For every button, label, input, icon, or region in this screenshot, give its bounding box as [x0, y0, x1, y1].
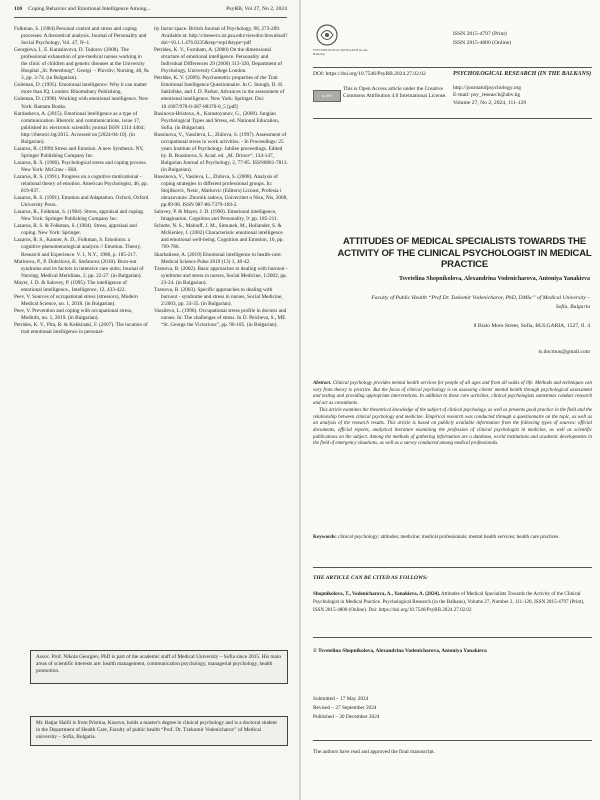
reference-entry: Lazarus, R. S. & Folkman, S. (1984). Stress, appraisal and coping. New York: Springer.: [14, 223, 137, 237]
citation: [313, 590, 592, 614]
license-text: This is Open Access article under the Creative Commons Attribution 4.0 International License.: [343, 86, 447, 100]
keywords: [313, 534, 592, 541]
journal-logo-icon: [313, 22, 341, 48]
reference-entry: Skarbalienė, A. (2019) Emotional intelligence in health-care. Medical Science Pulse 2019 (13) 1, 40-42.: [154, 251, 282, 265]
journal-email[interactable]: E-mail: psy_research@abv.bg: [453, 92, 521, 99]
abstract-paragraph-1: Clinical psychology provides mental health services for people of all ages and from all walks of life. Methods and techniques can vary from theory to practice. But the focus of clinical psychology is on assessing clients' mental health through psychological assessment and testing and providing appropriate interventions. In addition to these core activities, clinical psychologists sometimes conduct research and act as consultants.: [313, 381, 592, 407]
right-page: [301, 0, 600, 800]
top-rule: [313, 67, 592, 68]
reference-entry: Russinova, V., Vassileva, L., Zhilova, S. (1997). Assessment of occupational stress in work activities. - In Proceedings: 25 years Institute of Psychology. Jubilee proceedings. Edited by. B. Russinova, S. Acad. ed. „M. Drinov“, 134-147, Bulgarian Journal of Psychology, 2, 77-85. ISSN0861-7813. (in Bulgarian).: [154, 131, 288, 173]
reference-entry: Rusinova-Hristova, A., Karastoyanov, G., (2000). Jungian Psychological Types and Stress, ed. National Education, Sofia. (in Bulgarian).: [154, 110, 280, 131]
logo-text: PSYCHOLOGICAL RESEARCH (in the Balkans): [313, 48, 368, 56]
issn-block: [453, 30, 511, 48]
article-dates: [313, 695, 380, 721]
reference-entry: Petrides, K. V., Furnham, A. (2000) On the dimensional structure of emotional intelligence. Personality and Individual Differences 29 (2000) 313-320, Department of Psychology, University College London.: [154, 47, 283, 75]
author-bio-halili: Mr. Batjar Halili is from Pristina, Kosovo, holds a master's degree in clinical psychology and is a doctoral student in the Department of Health Care, Faculty of public health “Prof. Dr. Tzekomir Vodenicharov” of Medical university – Sofia, Bulgaria.: [30, 716, 288, 746]
abstract: [313, 381, 592, 448]
reference-entry: Lazarus, R. S. (1991). Emotion and Adaptation. Oxford, Oxford University Press.: [14, 195, 149, 209]
cite-heading: THE ARTICLE CAN BE CITED AS FOLLOWS:: [313, 575, 428, 581]
cite-text: Attitudes of Medical Specialists Towards the Activity of the Clinical Psychologist in Medical Practice. Psychological Research (in the Balkans), Volume 27, Number 2, 111-120, ISSN 2815-4797 (Print), ISSN 2815-4800 (Online). Doi: https://doi.org/10.7546/PsyRB.2024.27.02.02: [313, 591, 585, 613]
reference-entry: Mayer, J. D. & Salovey, P. (1995). The intelligence of emotional intelligence., Intelligence, 12, 433-422.: [14, 279, 127, 293]
keywords-text: clinical psychology; attitudes; medicine; medical professionals; mental health services; health care practices.: [338, 534, 560, 540]
cite-authors: Shopnikolova, T., Vodenicharova, A., Yanakieva, A. (2024).: [313, 591, 441, 597]
journal-volume: Volume 27, No 2, 2024, 111-120: [453, 99, 527, 106]
address: 8 Bialo More Street, Sofia, BULGARIA, 1527, fl. 4: [473, 323, 590, 329]
reference-entry: Lazarus, R., Folkman, S. (1984). Stress, appraisal and coping. New York: Springer Publishing Company Inc.: [14, 209, 145, 223]
reference-entry: Vassileva, L. (1996). Occupational stress profile in doctors and nurses. In: The challenges of stress. In D. Peicheva, S., ME “St. George the Victorious”, pp. 96-105. (in Bulgarian).: [154, 307, 287, 328]
references-column-2: [154, 26, 288, 329]
issn-online: ISSN 2815-4800 (Online): [453, 40, 512, 46]
reference-entry: Schutte, N. S., Malouff, J. M., Simunek, M., Hollander, S. & McKenley, J. (2002) Characteristic emotional intelligence and emotional well-being. Cognition and Emotion, 16, pp. 769-786.: [154, 223, 284, 251]
reference-entry: Lazarus, R. (1999) Stress and Emotion. A new Synthesis. NY, Springer Publishing Company Inc.: [14, 145, 144, 159]
submitted-date: Submitted – 17 May 2024: [313, 696, 369, 702]
reference-entry: Tzenova, B. (2003). Specific approaches to dealing with burnout - syndrome and stress in nurses, Social Medicine, 2/2003, pp. 33-35. (in Bulgarian).: [154, 286, 283, 307]
running-title: Coping Behavior and Emotional Intelligence Among...: [28, 6, 151, 12]
running-header: [14, 6, 287, 12]
left-page: [0, 0, 299, 800]
reference-entry: Lazarus, R. S. (1966). Psychological stress and coping process. New York: McGraw - Hill.: [14, 159, 147, 173]
reference-entry: Peev, V. Prevention and coping with occupational stress, Medinfo, no. 1, 2019. (in Bulgarian).: [14, 307, 133, 321]
article-title: ATTITUDES OF MEDICAL SPECIALISTS TOWARDS THE ACTIVITY OF THE CLINICAL PSYCHOLOGIST IN MEDICAL PRACTICE: [337, 236, 592, 270]
reference-entry: Lazarus, R. S. (1991). Progress on a cognitive motivational - relational theory of emotion. American Psychologist, 46, pp. 819-837.: [14, 173, 148, 195]
copyright: © Tsvetelina Shopnikolova, Alexandrina Vodenicharova, Antoniya Yanakieva: [313, 648, 487, 654]
revised-date: Revised – 27 September 2024: [313, 704, 377, 711]
journal-name: PSYCHOLOGICAL RESEARCH (IN THE BALKANS): [453, 71, 592, 77]
abstract-paragraph-2: This article examines the theoretical knowledge of the subject of clinical psychology, as well as presents good practice in the field and the relationship between clinical psychology and medicine. Empirical research was conducted through a questionnaire on the topic, as well as an analysis of the research results. This article is based on publicly available information from the following types of sources: official documents, official reports, analytical literature examining the profession of clinical psychologist in medicine, as well as scientific publications on the subject. Among the methods of gathering information are a database, world institutions and academic developments in the field of emergency situations, as well as a survey conducted among medical professionals.: [313, 407, 592, 447]
reference-entry: Petrides, K. V., Pita, R. & Kokkinaki, F. (2007). The location of trait emotional intelligence in personal-: [14, 321, 148, 336]
header-rule: [14, 17, 287, 18]
reference-entry: Folkman, S. (1984) Personal control and stress and coping processes: A theoretical analysis. Journal of Personality and Social Psychology, Vol. 47, N~1.: [14, 26, 147, 47]
cc-license-badge[interactable]: cc BY: [313, 90, 341, 102]
issn-print: ISSN 2815-4797 (Print): [453, 31, 507, 37]
doi-link[interactable]: DOI: https://doi.org/10.7546/PsyRB.2024.27.02.02: [313, 71, 426, 77]
published-date: Published – 30 December 2024: [313, 713, 380, 720]
contact-email[interactable]: ts.docmus@gmail.com: [538, 349, 590, 355]
final-note: The authors have read and approved the final manuscript.: [313, 749, 435, 755]
reference-entry: ity factor space. British Journal of Psychology, 98, 273-289. Available at: http://citeseerx.ist.psu.edu/viewdoc/download?doi=10.1.1.476.8335&rep=rep1&type=pdf: [154, 26, 288, 47]
reference-entry: Russinova, V., Vasileva, L., Zhilova, S. (2008). Analysis of coping strategies in different professional groups. In: Stojilkovic, Nesic, Markovic (Editors) Licnost, Profesia i obrazovanie. Zbornik radova, Univerzitet u Nisu, Nis, 2008, pp.89-98. ISSN 987-86-7379-169-2.: [154, 173, 288, 209]
reference-entry: Goleman, D. (1995). Emotional intelligence: Why it can matter more than IQ. London: Bloomsbury Publishing.: [14, 82, 148, 96]
page-number: 110: [14, 6, 23, 12]
reference-entry: Georgieva, I., E. Karaslavova, D. Todorov (2008). The professional exhaustion of pre-medical nurses working in the clinic of children and genetic diseases at the University Hospital „St. Petersburg“. Georgi· - Plovdiv; Nursing, 40, № 3, pp. 3-74. (in Bulgarian).: [14, 47, 149, 82]
article-authors: Tsvetelina Shopnikolova, Alexandrina Vodenicharova, Antoniya Yanakieva: [399, 276, 590, 282]
journal-url[interactable]: http://journalofpsychology.org: [453, 85, 522, 91]
journal-short: PsyRB, Vol 27, No 2, 2024: [226, 6, 287, 12]
dates-rule: [313, 740, 592, 741]
author-bio-georgiev: Assoc. Prof. Nikola Georgiev, PhD is part of the academic staff of Medical University – Sofia since 2015. His main areas of scientific interests are: health management, communication psychology, managerial psychology, health promotion.: [30, 650, 288, 684]
reference-entry: Marinova, P., P. Dobrilova, K. Stefanova (2010). Burn-out syndrome and its factors in intensive care units; Journal of Nursing, Medical Meridians, 2, pp. 22-27. (in Bulgarian).: [14, 258, 144, 279]
info-rule: [313, 118, 592, 119]
abstract-label: Abstract.: [313, 381, 332, 386]
references-column-1: [14, 26, 149, 336]
reference-entry: Kardasheva, A. (2015). Emotional intelligence as a type of communication. Rhetoric and communications, issue 17, published in: electronic scientific journal ISSN 1314 4464; http://rhetoric.bg/2015. Accessed on [2024-04-10]. (in Bulgarian).: [14, 110, 145, 145]
cite-rule: [313, 567, 592, 568]
reference-entry: Peev, V. Sources of occupational stress (stressors), Modern Medical Science, no. 1, 2018. (in Bulgarian).: [14, 293, 138, 307]
copyright-rule: [313, 637, 592, 638]
reference-entry: Tzenova, B. (2002). Basic approaches to dealing with burnout - syndrome and stress in nurses, Social Medicine, 1/2002, pp. 23-24. (in Bulgarian).: [154, 265, 288, 286]
reference-entry: Petrides, K. V. (2009). Psychometric properties of the Trait Emotional Intelligence Questionnaire. In C. Stough, D. H. Saklofske, and J. D. Parker, Advances in the assessment of emotional intelligence. New York: Springer. Doi: 10.1007/978-0-387-88370-0_5 [pdf]: [154, 75, 285, 110]
reference-entry: Salovey, P. & Mayer, J. D. (1990). Emotional intelligence, Imagination, Cognition and Personality, 9: pp. 185-211.: [154, 209, 278, 223]
keywords-label: Keywords:: [313, 534, 337, 540]
reference-entry: Goleman, D. (1998). Working with emotional intelligence. New York: Bantam Books.: [14, 96, 149, 110]
journal-info: [453, 85, 526, 107]
reference-entry: Lazarus, R. S., Kanner, A. D., Folkman, S. Emotions: a cognitive phenomenological analysis // Emotion. Theory, Research and Experience. V. 1, N.Y., 1980, p. 185-217.: [14, 237, 142, 258]
affiliation: Faculty of Public Health “Prof Dr. Tsekomir Vodenicharov, PhD, DMSc” of Medical University – Sofia, Bulgaria: [371, 295, 590, 310]
